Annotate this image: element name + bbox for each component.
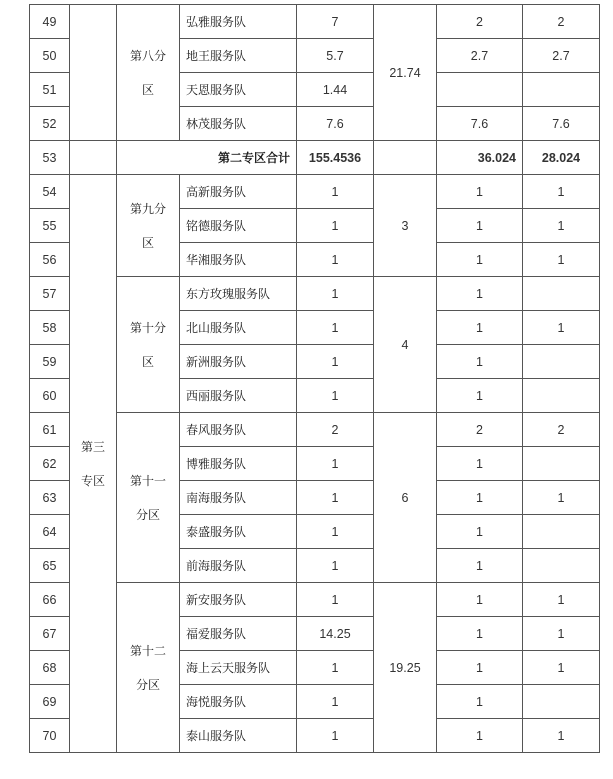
col4-value: 1 xyxy=(523,209,600,243)
district-cell-d8 xyxy=(117,5,180,141)
col3-value xyxy=(437,73,523,107)
col4-value xyxy=(523,549,600,583)
row-number: 56 xyxy=(30,243,70,277)
row-number: 63 xyxy=(30,481,70,515)
district-total: 6 xyxy=(374,413,437,583)
col3-value: 1 xyxy=(437,719,523,753)
team-name: 福爱服务队 xyxy=(180,617,297,651)
col3-value: 1 xyxy=(437,685,523,719)
col4-value: 1 xyxy=(523,719,600,753)
team-name: 林茂服务队 xyxy=(180,107,297,141)
zone-label-line2: 专区 xyxy=(80,473,105,488)
team-amount: 1 xyxy=(297,447,374,481)
district-cell-d12 xyxy=(117,583,180,753)
district-label-line2: 区 xyxy=(141,354,154,369)
team-name: 地王服务队 xyxy=(180,39,297,73)
col4-value: 1 xyxy=(523,243,600,277)
col3-value: 1 xyxy=(437,175,523,209)
district-total: 3 xyxy=(374,175,437,277)
table-row xyxy=(30,175,600,209)
district-total: 4 xyxy=(374,277,437,413)
team-amount: 1 xyxy=(297,719,374,753)
row-number: 60 xyxy=(30,379,70,413)
row-number: 67 xyxy=(30,617,70,651)
zone-cell-zone3 xyxy=(70,175,117,753)
row-number: 62 xyxy=(30,447,70,481)
subtotal-amount: 155.4536 xyxy=(297,141,374,175)
table-row xyxy=(30,5,600,39)
district-label-line2: 区 xyxy=(141,235,154,250)
team-amount: 1 xyxy=(297,175,374,209)
col4-value: 1 xyxy=(523,311,600,345)
district-label-line1: 第八分 xyxy=(129,48,166,63)
team-name: 新安服务队 xyxy=(180,583,297,617)
team-name: 西丽服务队 xyxy=(180,379,297,413)
col3-value: 1 xyxy=(437,311,523,345)
team-name: 海上云天服务队 xyxy=(180,651,297,685)
team-name: 前海服务队 xyxy=(180,549,297,583)
district-label-line2: 分区 xyxy=(135,507,160,522)
col4-value: 1 xyxy=(523,481,600,515)
col3-value: 1 xyxy=(437,379,523,413)
team-amount: 7.6 xyxy=(297,107,374,141)
col4-value: 2.7 xyxy=(523,39,600,73)
row-number: 51 xyxy=(30,73,70,107)
col4-value: 2 xyxy=(523,5,600,39)
team-amount: 1.44 xyxy=(297,73,374,107)
col3-value: 1 xyxy=(437,617,523,651)
team-amount: 2 xyxy=(297,413,374,447)
subtotal-district-total xyxy=(374,141,437,175)
col4-value xyxy=(523,277,600,311)
team-amount: 1 xyxy=(297,549,374,583)
col4-value xyxy=(523,515,600,549)
col3-value: 1 xyxy=(437,209,523,243)
col3-value: 1 xyxy=(437,481,523,515)
team-name: 高新服务队 xyxy=(180,175,297,209)
row-number: 64 xyxy=(30,515,70,549)
col3-value: 2.7 xyxy=(437,39,523,73)
team-name: 东方玫瑰服务队 xyxy=(180,277,297,311)
zone-cell-continued xyxy=(70,5,117,141)
row-number: 49 xyxy=(30,5,70,39)
col3-value: 1 xyxy=(437,549,523,583)
row-number: 53 xyxy=(30,141,70,175)
district-label-line1: 第九分 xyxy=(129,201,166,216)
row-number: 58 xyxy=(30,311,70,345)
district-cell-d9 xyxy=(117,175,180,277)
team-name: 泰盛服务队 xyxy=(180,515,297,549)
team-amount: 1 xyxy=(297,243,374,277)
col4-value xyxy=(523,685,600,719)
subtotal-col3: 36.024 xyxy=(437,141,523,175)
col3-value: 7.6 xyxy=(437,107,523,141)
team-name: 春风服务队 xyxy=(180,413,297,447)
donation-table xyxy=(29,4,600,753)
row-number: 69 xyxy=(30,685,70,719)
row-number: 61 xyxy=(30,413,70,447)
col3-value: 1 xyxy=(437,515,523,549)
team-name: 弘雅服务队 xyxy=(180,5,297,39)
team-name: 海悦服务队 xyxy=(180,685,297,719)
team-amount: 1 xyxy=(297,583,374,617)
team-name: 新洲服务队 xyxy=(180,345,297,379)
col4-value: 2 xyxy=(523,413,600,447)
team-amount: 1 xyxy=(297,277,374,311)
team-name: 华湘服务队 xyxy=(180,243,297,277)
district-total: 19.25 xyxy=(374,583,437,753)
district-cell-d10 xyxy=(117,277,180,413)
team-name: 南海服务队 xyxy=(180,481,297,515)
team-name: 天恩服务队 xyxy=(180,73,297,107)
col3-value: 2 xyxy=(437,413,523,447)
row-number: 66 xyxy=(30,583,70,617)
team-amount: 1 xyxy=(297,345,374,379)
team-amount: 1 xyxy=(297,311,374,345)
col3-value: 1 xyxy=(437,447,523,481)
district-label-line1: 第十二 xyxy=(129,643,166,658)
zone-label-line1: 第三 xyxy=(80,439,105,454)
team-amount: 1 xyxy=(297,209,374,243)
col4-value xyxy=(523,73,600,107)
district-label-line1: 第十一 xyxy=(129,473,166,488)
row-number: 50 xyxy=(30,39,70,73)
row-number: 70 xyxy=(30,719,70,753)
district-label-line1: 第十分 xyxy=(129,320,166,335)
team-name: 北山服务队 xyxy=(180,311,297,345)
col4-value xyxy=(523,345,600,379)
col4-value xyxy=(523,447,600,481)
table-row xyxy=(30,141,600,175)
subtotal-label: 第二专区合计 xyxy=(117,141,297,175)
col3-value: 2 xyxy=(437,5,523,39)
team-amount: 1 xyxy=(297,379,374,413)
district-label-line2: 分区 xyxy=(135,677,160,692)
team-amount: 1 xyxy=(297,685,374,719)
team-amount: 1 xyxy=(297,651,374,685)
district-total: 21.74 xyxy=(374,5,437,141)
row-number: 52 xyxy=(30,107,70,141)
subtotal-col4: 28.024 xyxy=(523,141,600,175)
col4-value: 1 xyxy=(523,651,600,685)
col4-value: 7.6 xyxy=(523,107,600,141)
row-number: 54 xyxy=(30,175,70,209)
team-amount: 1 xyxy=(297,515,374,549)
col4-value: 1 xyxy=(523,175,600,209)
district-label-line2: 区 xyxy=(141,82,154,97)
row-number: 57 xyxy=(30,277,70,311)
team-amount: 5.7 xyxy=(297,39,374,73)
row-number: 59 xyxy=(30,345,70,379)
col3-value: 1 xyxy=(437,345,523,379)
row-number: 55 xyxy=(30,209,70,243)
district-cell-d11 xyxy=(117,413,180,583)
col4-value xyxy=(523,379,600,413)
team-amount: 7 xyxy=(297,5,374,39)
col3-value: 1 xyxy=(437,277,523,311)
team-name: 泰山服务队 xyxy=(180,719,297,753)
row-number: 65 xyxy=(30,549,70,583)
col4-value: 1 xyxy=(523,583,600,617)
row-number: 68 xyxy=(30,651,70,685)
team-amount: 14.25 xyxy=(297,617,374,651)
col3-value: 1 xyxy=(437,243,523,277)
team-amount: 1 xyxy=(297,481,374,515)
col3-value: 1 xyxy=(437,651,523,685)
col3-value: 1 xyxy=(437,583,523,617)
team-name: 博雅服务队 xyxy=(180,447,297,481)
col4-value: 1 xyxy=(523,617,600,651)
zone-cell-empty xyxy=(70,141,117,175)
team-name: 铭德服务队 xyxy=(180,209,297,243)
